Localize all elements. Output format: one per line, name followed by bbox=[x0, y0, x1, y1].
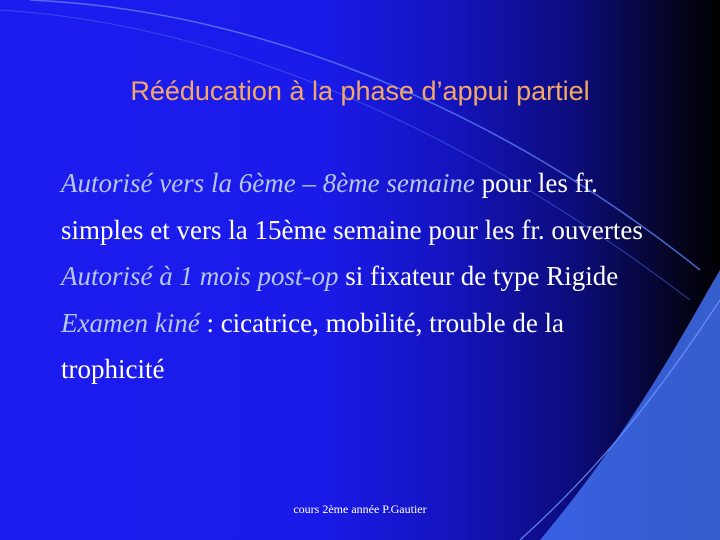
bullet-emphasis: Examen kiné bbox=[61, 307, 200, 338]
slide-footer: cours 2ème année P.Gautier bbox=[293, 502, 427, 516]
list-item bbox=[61, 160, 671, 253]
list-item bbox=[61, 253, 671, 300]
bullet-emphasis: Autorisé vers la 6ème – 8ème semaine bbox=[61, 168, 475, 198]
bullet-emphasis: Autorisé à 1 mois post-op bbox=[61, 261, 339, 291]
bullet-text: : cicatrice, mobilité, trouble de la trophicité bbox=[61, 307, 565, 384]
bullet-text: si fixateur de type Rigide bbox=[338, 261, 619, 291]
slide-title: Rééducation à la phase d’appui partiel bbox=[130, 76, 590, 106]
bullet-list bbox=[61, 160, 671, 393]
list-item bbox=[61, 300, 671, 393]
bullet-text: pour les fr. simples et vers la 15ème semaine pour les fr. ouvertes bbox=[61, 168, 643, 245]
